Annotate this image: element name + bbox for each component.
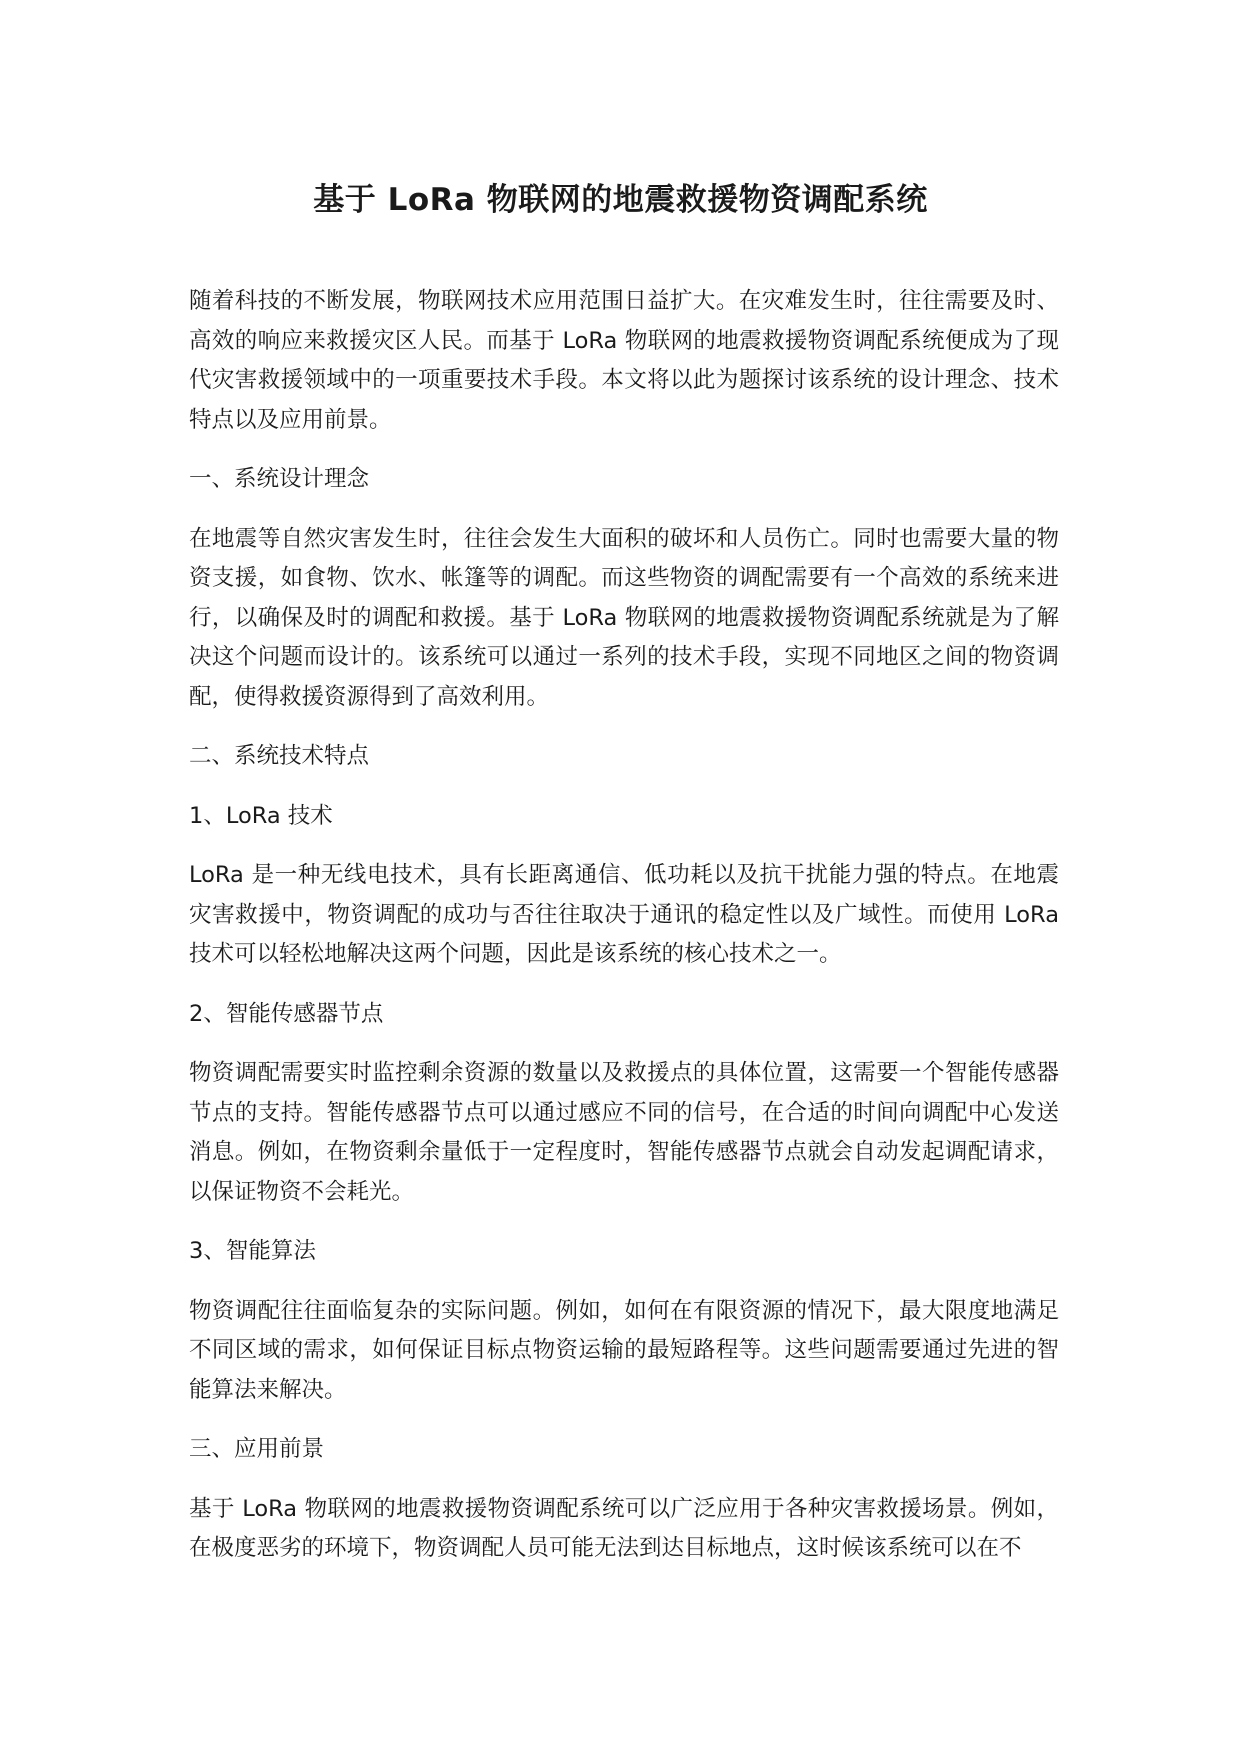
document-title: 基于 LoRa 物联网的地震救援物资调配系统 xyxy=(313,182,928,218)
document-body xyxy=(189,282,1059,1589)
section-paragraph-prospects: 基于 LoRa 物联网的地震救援物资调配系统可以广泛应用于各种灾害救援场景。例如，在极度恶劣的环境下，物资调配人员可能无法到达目标地点，这时候该系统可以在不 xyxy=(189,1495,1059,1561)
subsection-heading-lora: 1、LoRa 技术 xyxy=(189,802,333,829)
subsection-paragraph-lora: LoRa 是一种无线电技术，具有长距离通信、低功耗以及抗干扰能力强的特点。在地震灾害救援中，物资调配的成功与否往往取决于通讯的稳定性以及广域性。而使用 LoRa 技术可以轻松地解决这两个问题，因此是该系统的核心技术之一。 xyxy=(189,862,1059,967)
intro-paragraph: 随着科技的不断发展，物联网技术应用范围日益扩大。在灾难发生时，往往需要及时、高效的响应来救援灾区人民。而基于 LoRa 物联网的地震救援物资调配系统便成为了现代灾害救援领域中的一项重要技术手段。本文将以此为题探讨该系统的设计理念、技术特点以及应用前景。 xyxy=(189,288,1059,433)
subsection-paragraph-algorithm: 物资调配往往面临复杂的实际问题。例如，如何在有限资源的情况下，最大限度地满足不同区域的需求，如何保证目标点物资运输的最短路程等。这些问题需要通过先进的智能算法来解决。 xyxy=(189,1297,1059,1403)
subsection-heading-sensor: 2、智能传感器节点 xyxy=(189,1000,384,1027)
section-heading-design: 一、系统设计理念 xyxy=(189,466,370,492)
section-heading-prospects: 三、应用前景 xyxy=(189,1436,325,1462)
subsection-paragraph-sensor: 物资调配需要实时监控剩余资源的数量以及救援点的具体位置，这需要一个智能传感器节点的支持。智能传感器节点可以通过感应不同的信号，在合适的时间向调配中心发送消息。例如，在物资剩余量低于一定程度时，智能传感器节点就会自动发起调配请求，以保证物资不会耗光。 xyxy=(189,1060,1059,1205)
section-paragraph-design: 在地震等自然灾害发生时，往往会发生大面积的破坏和人员伤亡。同时也需要大量的物资支援，如食物、饮水、帐篷等的调配。而这些物资的调配需要有一个高效的系统来进行，以确保及时的调配和救援。基于 LoRa 物联网的地震救援物资调配系统就是为了解决这个问题而设计的。该系统可以通过一系列的技术手段，实现不同地区之间的物资调配，使得救援资源得到了高效利用。 xyxy=(189,525,1059,710)
section-heading-features: 二、系统技术特点 xyxy=(189,743,370,769)
subsection-heading-algorithm: 3、智能算法 xyxy=(189,1238,316,1264)
